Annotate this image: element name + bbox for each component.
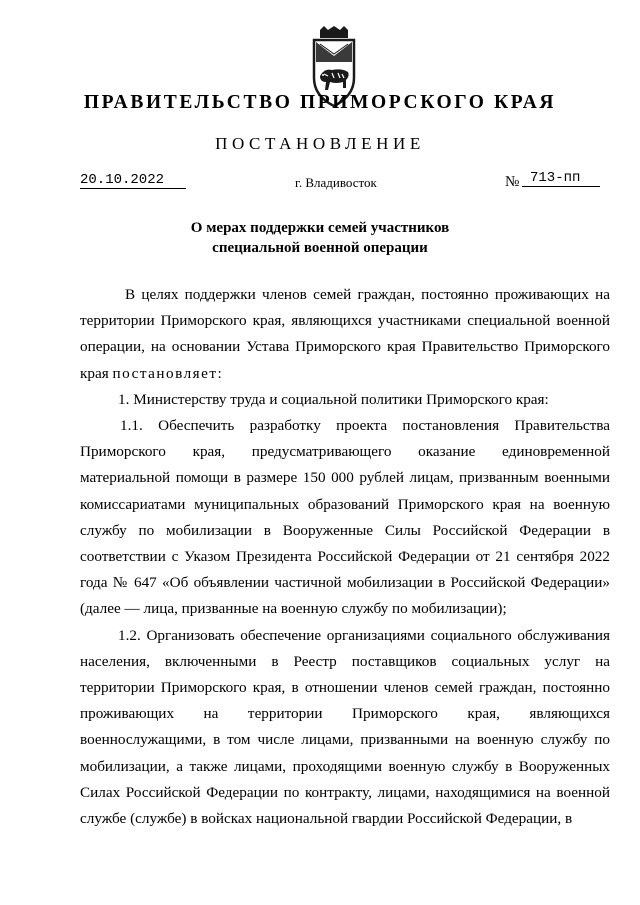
- paragraph-1: [80, 282, 610, 387]
- document-body: [80, 282, 610, 832]
- paragraph-2: 1. Министерству труда и социальной политики Приморского края:: [118, 390, 549, 408]
- paragraph-1-keyword: постановляет:: [112, 364, 224, 382]
- heading-line-1: О мерах поддержки семей участников: [190, 220, 450, 236]
- paragraph-4: 1.2. Организовать обеспечение организациями социального обслуживания населения, включенными в Реестр поставщиков социальных услуг на территории Приморского края, в отношении членов семей граждан, постоянно проживающих на территории Приморского края, являющихся военнослужащими, в том числе лицами, призванными на военную службу по мобилизации, а также лицами, проходящими военную службу в Вооруженных Силах Российской Федерации по контракту, лицами, находящимися на военной службе (службе) в войсках национальной гвардии Российской Федерации, в: [80, 626, 610, 828]
- document-type: ПОСТАНОВЛЕНИЕ: [215, 134, 425, 153]
- document-number: 713-пп: [522, 170, 600, 187]
- document-date: 20.10.2022: [80, 172, 186, 189]
- government-title: ПРАВИТЕЛЬСТВО ПРИМОРСКОГО КРАЯ: [83, 92, 557, 113]
- paragraph-1-text: В целях поддержки членов семей граждан, постоянно проживающих на территории Приморского края, являющихся участниками специальной военной операции, на основании Устава Приморского края Правительство Приморского края: [80, 286, 610, 382]
- paragraph-3: 1.1. Обеспечить разработку проекта постановления Правительства Приморского края, предусматривающего оказание единовременной материальной помощи в размере 150 000 рублей лицам, призванным военными комиссариатами муниципальных образований Приморского края на военную службу по мобилизации в Вооруженные Силы Российской Федерации в соответствии с Указом Президента Российской Федерации от 21 сентября 2022 года № 647 «Об объявлении частичной мобилизации в Российской Федерации» (далее — лица, призванные на военную службу по мобилизации);: [80, 417, 610, 618]
- number-label: №: [505, 174, 520, 190]
- heading-line-2: специальной военной операции: [212, 240, 428, 256]
- document-heading: [0, 218, 640, 258]
- document-city: г. Владивосток: [295, 175, 377, 190]
